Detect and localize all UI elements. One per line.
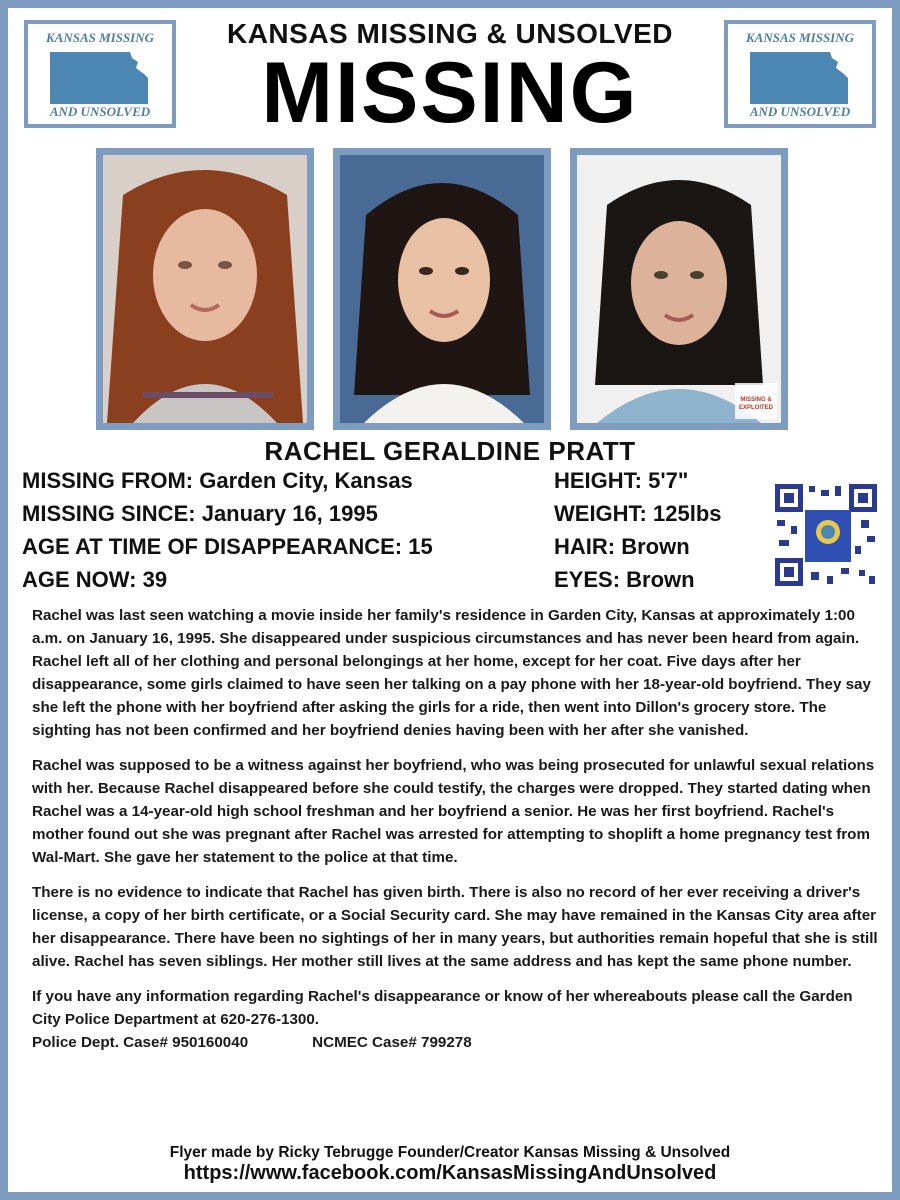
photo-1 bbox=[96, 148, 314, 430]
logo-top-text: KANSAS MISSING bbox=[45, 30, 155, 45]
paragraph-background: Rachel was supposed to be a witness against her boyfriend, who was being prosecuted for unlawful sexual relations with her. Because Rachel disappeared before she could testify, the charges were dropped. They started dating when Rachel was a 14-year-old high school freshman and her boyfriend a senior. He was her first boyfriend. Rachel's mother found out she was pregnant after Rachel was arrested for attempting to shoplift a home pregnancy test from Wal-Mart. She gave her statement to the police at that time. bbox=[32, 757, 875, 866]
portrait-photo-icon bbox=[103, 155, 307, 423]
detail-missing-since: MISSING SINCE: January 16, 1995 bbox=[22, 501, 378, 526]
detail-hair: HAIR: Brown bbox=[554, 534, 690, 559]
detail-weight: WEIGHT: 125lbs bbox=[554, 501, 722, 526]
paragraph-no-evidence: There is no evidence to indicate that Rachel has given birth. There is also no record of her ever receiving a driver's license, a copy of her birth certificate, or a Social Security card. She may have remained in the Kansas City area after her disappearance. There have been no sightings of her in many years, but authorities remain hopeful that she is still alive. Rachel has seven siblings. Her mother still lives at the same address and has kept the same phone number. bbox=[32, 884, 878, 970]
logo-bottom-text: AND UNSOLVED bbox=[749, 104, 851, 119]
case-description bbox=[32, 604, 878, 1054]
logo-right bbox=[724, 20, 876, 128]
facebook-link[interactable]: https://www.facebook.com/KansasMissingAndUnsolved bbox=[183, 1162, 717, 1184]
paragraph-last-seen: Rachel was last seen watching a movie inside her family's residence in Garden City, Kansas at approximately 1:00 a.m. on January 16, 1995. She disappeared under suspicious circumstances and has never been heard from again. Rachel left all of her clothing and personal belongings at her home, except for her coat. Five days after her disappearance, some girls claimed to have seen her talking on a pay phone with her 18-year-old boyfriend. They say she left the phone with her boyfriend after asking the girls for a ride, then went into Dillon's grocery store. The sighting has not been confirmed and her boyfriend denies having been with her after she vanished. bbox=[32, 607, 871, 739]
kansas-state-icon bbox=[48, 50, 152, 106]
ncmec-case-number: NCMEC Case# 799278 bbox=[312, 1034, 472, 1051]
logo-top-text: KANSAS MISSING bbox=[745, 30, 855, 45]
badge-line1: MISSING & bbox=[740, 397, 772, 403]
kansas-state-icon bbox=[748, 50, 852, 106]
photo-2 bbox=[333, 148, 551, 430]
portrait-photo-icon bbox=[340, 155, 544, 423]
person-name: RACHEL GERALDINE PRATT bbox=[264, 436, 636, 466]
logo-left bbox=[24, 20, 176, 128]
detail-height: HEIGHT: 5'7" bbox=[554, 468, 689, 493]
photo-3 bbox=[570, 148, 788, 430]
badge-line2: EXPLOITED bbox=[738, 405, 774, 411]
age-progression-photo-icon bbox=[577, 155, 781, 423]
flyer-page bbox=[8, 8, 892, 1192]
detail-missing-from: MISSING FROM: Garden City, Kansas bbox=[22, 468, 413, 493]
police-case-number: Police Dept. Case# 950160040 bbox=[32, 1034, 249, 1051]
org-title: KANSAS MISSING & UNSOLVED bbox=[226, 18, 674, 49]
detail-age-at-disappearance: AGE AT TIME OF DISAPPEARANCE: 15 bbox=[22, 534, 433, 559]
detail-age-now: AGE NOW: 39 bbox=[22, 567, 168, 592]
flyer-credit: Flyer made by Ricky Tebrugge Founder/Creator Kansas Missing & Unsolved bbox=[169, 1144, 731, 1161]
case-numbers bbox=[32, 1031, 878, 1054]
logo-bottom-text: AND UNSOLVED bbox=[49, 104, 151, 119]
main-title: MISSING bbox=[261, 45, 639, 141]
qr-code-icon[interactable] bbox=[771, 480, 881, 590]
detail-eyes: EYES: Brown bbox=[554, 567, 695, 592]
contact-info: If you have any information regarding Rachel's disappearance or know of her whereabouts please call the Garden City Police Department at 620-276-1300. bbox=[32, 988, 853, 1028]
